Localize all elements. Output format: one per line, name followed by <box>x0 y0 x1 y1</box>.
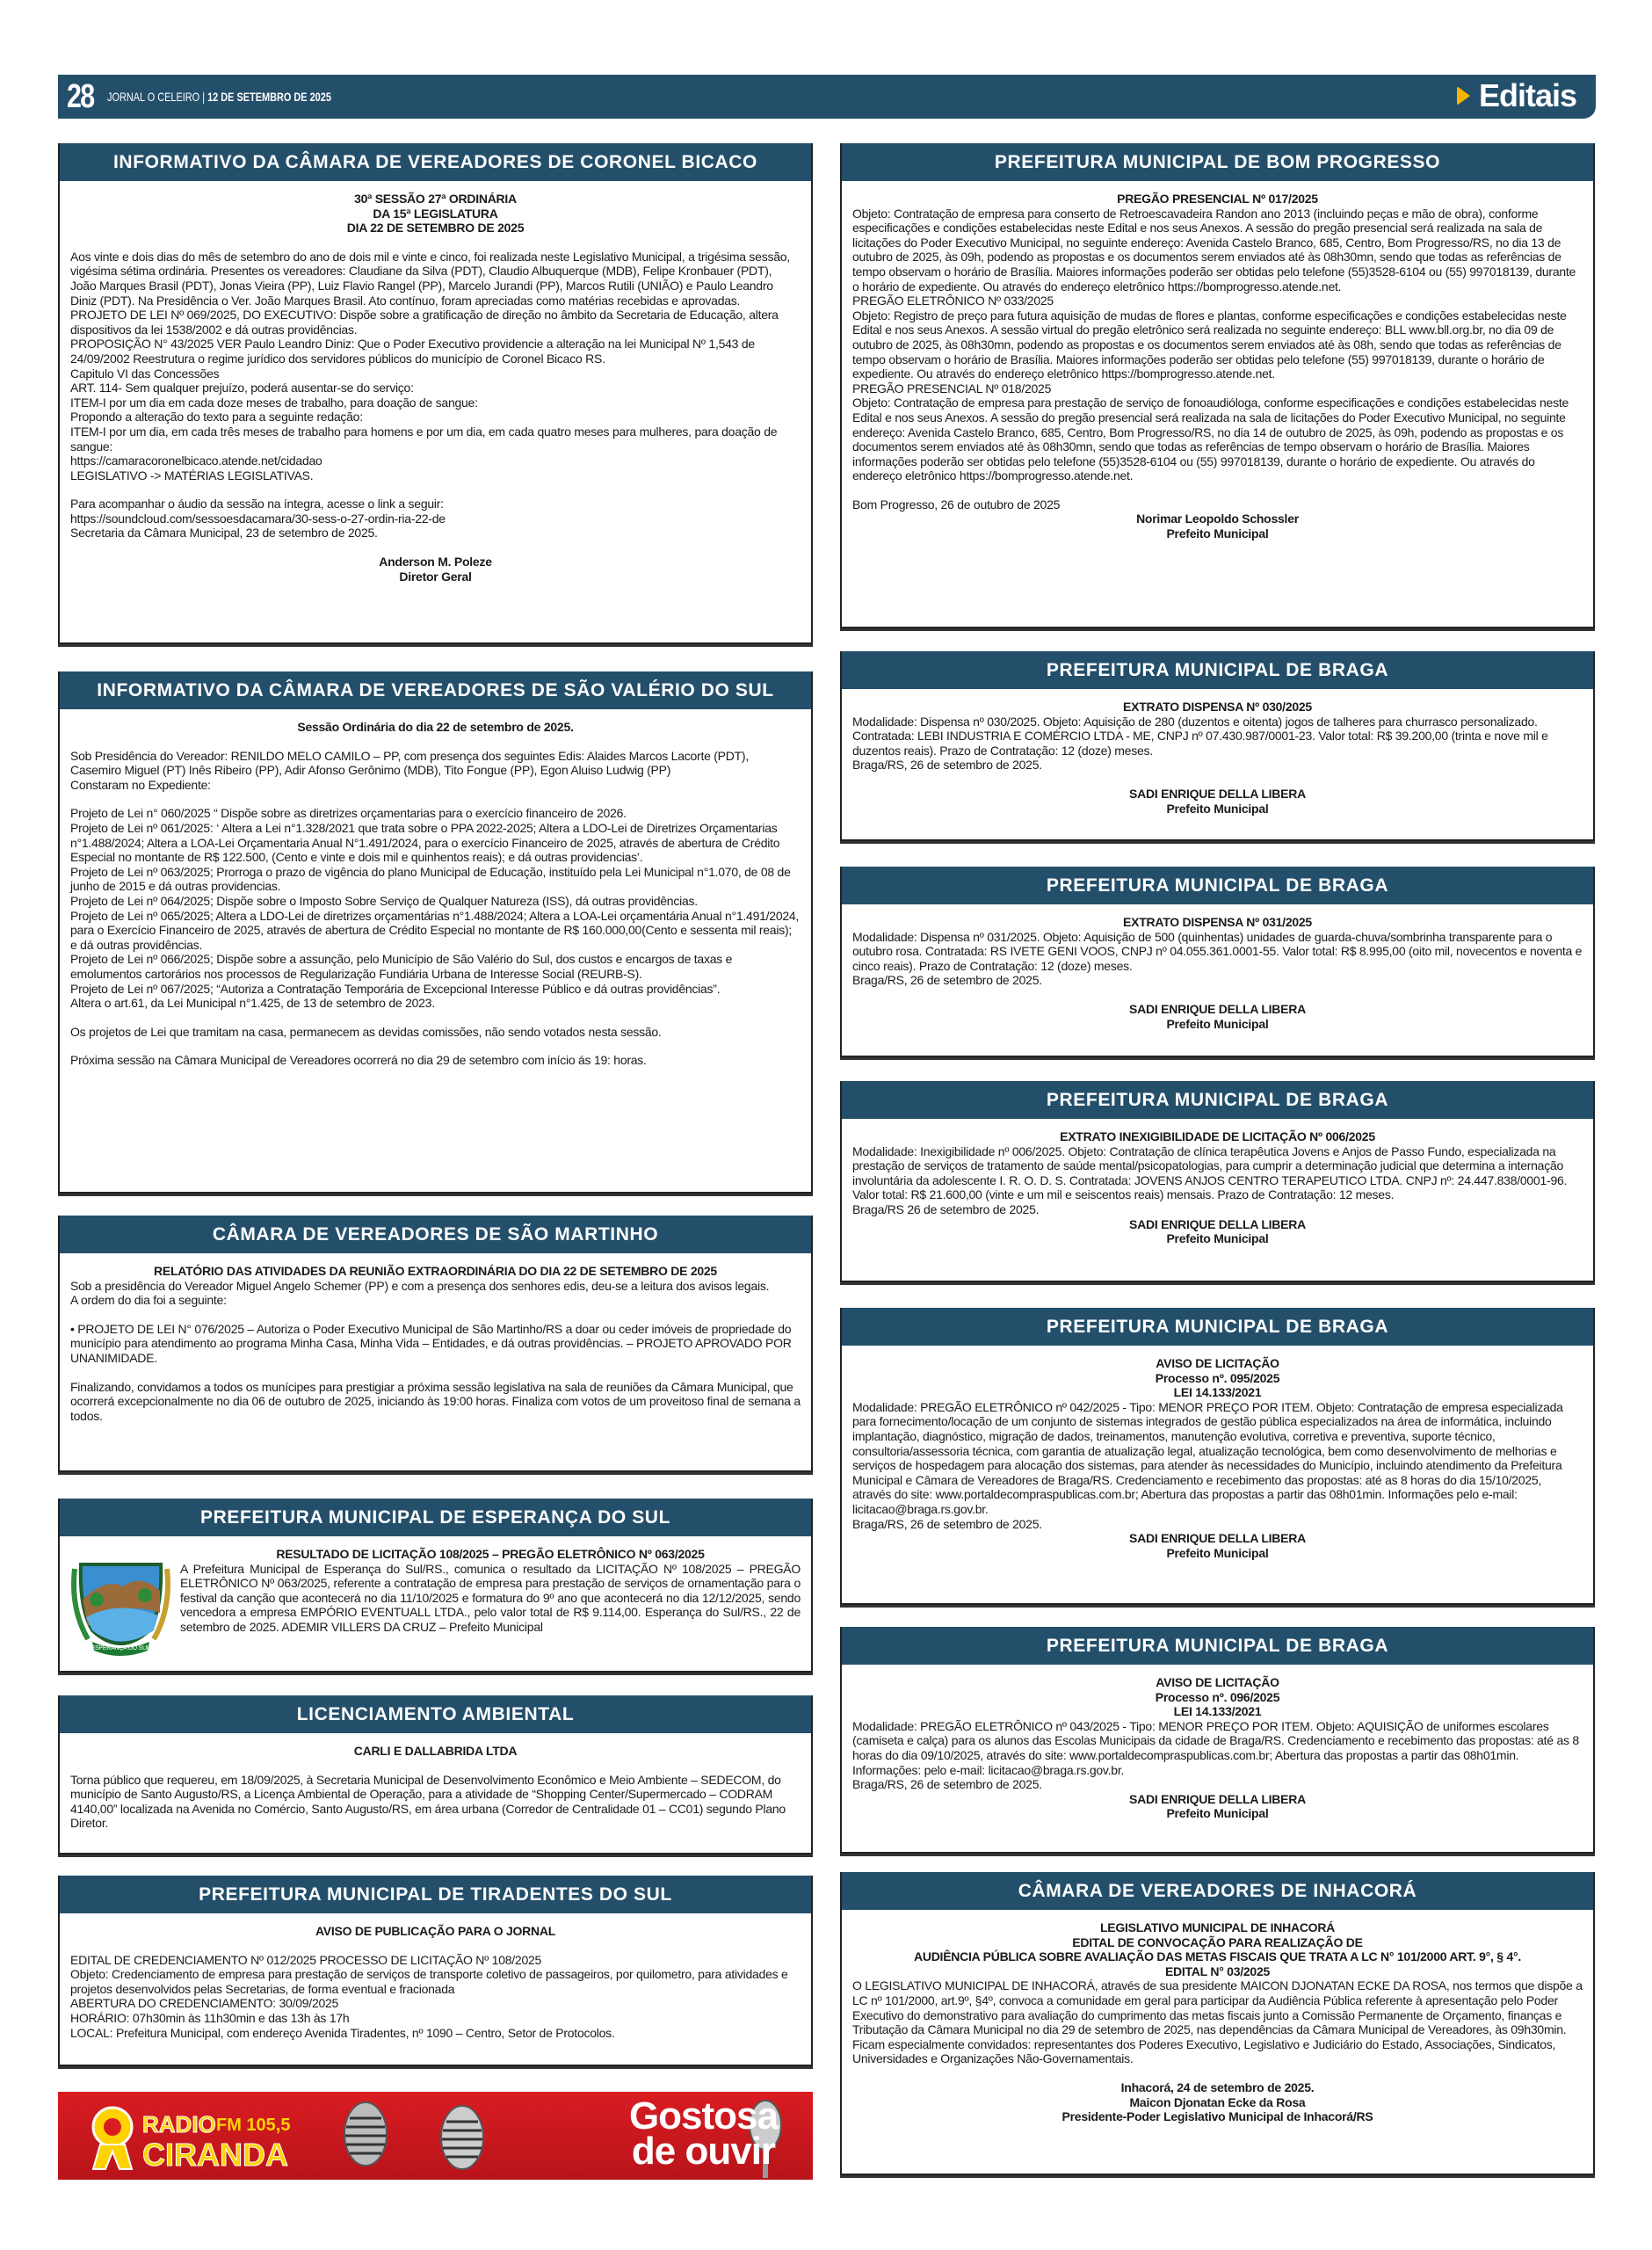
notice-title: PREFEITURA MUNICIPAL DE BRAGA <box>840 867 1595 904</box>
notice-paragraph: Projeto de Lei nº 063/2025; Prorroga o prazo de vigência do plano Municipal de Educação, instituído pela Lei Municipal n°1.070, de 08 de junho de 2015 e dá outras providencias. <box>70 864 791 894</box>
notice-paragraph: PROPOSIÇÃO N° 43/2025 VER Paulo Leandro Diniz: Que o Poder Executivo providencie a alteração na lei Municipal Nº 1,543 de 24/09/2002 Reestrutura o regime jurídico dos servidores públicos do município de Coronel Bicaco RS. <box>70 337 755 366</box>
notice-heading: RESULTADO DE LICITAÇÃO 108/2025 – PREGÃO ELETRÔNICO Nº 063/2025 <box>276 1547 705 1561</box>
notice-heading: EDITAL DE CONVOCAÇÃO PARA REALIZAÇÃO DE <box>1072 1934 1363 1949</box>
notice-heading: EXTRATO DISPENSA Nº 031/2025 <box>1123 915 1312 929</box>
notice-body <box>842 1665 1593 1828</box>
notice-title: PREFEITURA MUNICIPAL DE TIRADENTES DO SUL <box>58 1876 813 1913</box>
notice-paragraph: • PROJETO DE LEI N° 076/2025 – Autoriza o Poder Executivo Municipal de São Martinho/RS a doar ou ceder imóveis de propriedade do município para atendimento ao programa Minha Casa, Minha Vida – Entidades, e dá outras providências. – PROJETO APROVADO POR UNANIMIDADE. <box>70 1321 792 1365</box>
signature-line: Presidente-Poder Legislativo Municipal de Inhacorá/RS <box>1061 2109 1373 2124</box>
notice-paragraph: Modalidade: Dispensa nº 030/2025. Objeto: Aquisição de 280 (duzentos e oitenta) jogos de talheres para churrasco personalizado. Contratada: LEBI INDUSTRIA E COMÉRCIO LTDA - ME, CNPJ nº 07.430.987/0001-23. Valor total: R$ 39.200,00 (trinta e nove mil e duzentos reais). Prazo de Contratação: 12 (doze) meses. <box>852 714 1548 758</box>
notice-paragraph: A ordem do dia foi a seguinte: <box>70 1293 227 1308</box>
spacer <box>70 541 801 555</box>
spacer <box>852 483 1583 497</box>
notice-title: CÂMARA DE VEREADORES DE INHACORÁ <box>840 1872 1595 1910</box>
spacer <box>70 735 801 749</box>
spacer <box>852 2066 1583 2080</box>
notice-12 <box>840 1872 1595 2175</box>
notice-paragraph: LOCAL: Prefeitura Municipal, com endereço Avenida Tiradentes, nº 1090 – Centro, Setor de Protocolos. <box>70 2025 615 2040</box>
signature-line: Prefeito Municipal <box>1166 1231 1269 1246</box>
signature-line: Prefeito Municipal <box>1166 526 1269 541</box>
notice-heading: AVISO DE LICITAÇÃO <box>1156 1356 1279 1370</box>
notice-body <box>842 1910 1593 2131</box>
slogan-line-2: de ouvir <box>631 2130 776 2173</box>
notice-paragraph: ITEM-I por um dia em cada doze meses de trabalho, para doação de sangue: <box>70 395 478 410</box>
notice-paragraph: ITEM-I por um dia, em cada três meses de trabalho para homens e por um dia, em cada quatro meses para mulheres, para doação de sangue: <box>70 424 778 454</box>
notice-paragraph: Modalidade: Inexigibilidade nº 006/2025. Objeto: Contratação de clínica terapêutica Jovens e Anjos de Passo Fundo, especializada na prestação de serviços de tratamento de saúde mental/psicopatologias, para cumprir a determinação judicial que determina a internação involuntária da adolescente I. R. O. D. S. Contratada: JOVENS ANJOS CENTRO TERAPEUTICO LTDA. CNPJ nº: 24.447.838/0001-96. Valor total: R$ 21.600,00 (vinte e um mil e seiscentos reais) mensais. Prazo de Contratação: 12 meses. <box>852 1143 1568 1202</box>
radio-label: RADIO <box>142 2111 216 2138</box>
notice-title: CÂMARA DE VEREADORES DE SÃO MARTINHO <box>58 1216 813 1253</box>
notice-body <box>842 689 1593 823</box>
signature-line: SADI ENRIQUE DELLA LIBERA <box>1129 1531 1306 1546</box>
spacer <box>70 1366 801 1380</box>
notice-title: PREFEITURA MUNICIPAL DE BRAGA <box>840 651 1595 689</box>
notice-body <box>60 1913 811 2047</box>
frequency-label: FM 105,5 <box>216 2116 291 2135</box>
notice-paragraph: ART. 114- Sem qualquer prejuízo, poderá ausentar-se do serviço: <box>70 381 414 396</box>
spacer <box>852 988 1583 1002</box>
signature-line: Anderson M. Poleze <box>379 555 492 570</box>
notice-title: PREFEITURA MUNICIPAL DE BRAGA <box>840 1627 1595 1665</box>
notice-paragraph: HORÁRIO: 07h30min às 11h30min e das 13h às 17h <box>70 2010 350 2025</box>
notice-paragraph: O LEGISLATIVO MUNICIPAL DE INHACORÁ, através de sua presidente MAICON DJONATAN ECKE DA ROSA, nos termos que dispõe a LC nº 101/2000, art.9º, §4º, convoca a comunidade em geral para participar da Audiência Pública referente à apresentação pelo Poder Executivo do demonstrativo para avaliação do cumprimento das metas fiscais junto a Comissão Permanente de Orçamento, finanças e Tributação da Câmara Municipal no dia 29 de setembro de 2025, nas dependências da Câmara Municipal de Vereadores, às 09h30min. <box>852 1978 1583 2037</box>
notice-heading: CARLI E DALLABRIDA LTDA <box>353 1744 518 1758</box>
section-title: Editais <box>1478 77 1576 113</box>
notice-paragraph: Objeto: Contratação de empresa para conserto de Retroescavadeira Randon ano 2013 (incluindo peças e mão de obra), conforme especificações e condições estabelecidas neste Edital e nos seus Anexos. A sessão do pregão presencial será realizada na sala de licitações do Poder Executivo Municipal, no seguinte endereço: Avenida Castelo Branco, 685, Centro, Bom Progresso/RS, no dia 13 de outubro de 2025, às 09h, podendo as propostas e os documentos serem enviados até às 08h30mn, sendo que todas as referências de tempo observam o horário de Brasília. Maiores informações poderão ser obtidas pelo telefone (55)3528-6104 ou (55) 997018139, durante o horário de expediente. Ou através do endereço eletrônico https://bomprogresso.atende.net. <box>852 206 1576 294</box>
notice-10 <box>840 1308 1595 1605</box>
notice-heading: LEI 14.133/2021 <box>1173 1704 1262 1719</box>
notice-paragraph: Braga/RS 26 de setembro de 2025. <box>852 1201 1040 1216</box>
notice-paragraph: https://soundcloud.com/sessoesdacamara/30-sess-o-27-ordin-ria-22-de <box>70 511 446 526</box>
notice-title: PREFEITURA MUNICIPAL DE BOM PROGRESSO <box>840 143 1595 181</box>
notice-body <box>842 1119 1593 1253</box>
publication-line: JORNAL O CELEIRO | 12 DE SETEMBRO DE 2025 <box>107 90 331 104</box>
notice-body <box>60 1253 811 1430</box>
notice-paragraph: PREGÃO PRESENCIAL Nº 018/2025 <box>852 381 1052 396</box>
notice-paragraph: Projeto de Lei nº 064/2025; Dispõe sobre o Imposto Sobre Serviço de Qualquer Natureza (ISS), dá outras providências. <box>70 893 698 908</box>
publication-date: 12 DE SETEMBRO DE 2025 <box>207 90 331 104</box>
signature-line: SADI ENRIQUE DELLA LIBERA <box>1129 786 1306 801</box>
notice-paragraph: Capitulo VI das Concessões <box>70 366 220 381</box>
notice-8 <box>840 867 1595 1057</box>
radio-ciranda-logo <box>84 2101 304 2173</box>
notice-7 <box>840 651 1595 841</box>
notice-paragraph: EDITAL DE CREDENCIAMENTO Nº 012/2025 PROCESSO DE LICITAÇÃO Nº 108/2025 <box>70 1952 542 1967</box>
signature-line: SADI ENRIQUE DELLA LIBERA <box>1129 1216 1306 1231</box>
publication-name: JORNAL O CELEIRO <box>107 90 200 104</box>
notice-heading: DIA 22 DE SETEMBRO DE 2025 <box>346 221 525 236</box>
notice-9 <box>840 1081 1595 1282</box>
microphone-icon <box>436 2099 489 2178</box>
notice-paragraph: LEGISLATIVO -> MATÉRIAS LEGISLATIVAS. <box>70 468 314 483</box>
spacer <box>70 1039 801 1053</box>
notice-body <box>60 1536 811 1664</box>
notice-title: PREFEITURA MUNICIPAL DE BRAGA <box>840 1308 1595 1346</box>
svg-text:ESPERANÇA DO SUL: ESPERANÇA DO SUL <box>91 1645 150 1651</box>
notice-heading: PREGÃO PRESENCIAL Nº 017/2025 <box>1117 192 1318 206</box>
notice-heading: AVISO DE PUBLICAÇÃO PARA O JORNAL <box>315 1924 556 1938</box>
spacer <box>70 1939 801 1953</box>
signature-line: Norimar Leopoldo Schossler <box>1136 512 1299 526</box>
notice-5 <box>58 1876 813 2066</box>
notice-heading: DA 15ª LEGISLATURA <box>373 206 498 221</box>
notice-body <box>842 1346 1593 1567</box>
notice-paragraph: Torna público que requereu, em 18/09/2025, à Secretaria Municipal de Desenvolvimento Econômico e Meio Ambiente – SEDECOM, do município de Santo Augusto/RS, a Licença Ambiental de Operação, para a atividade de “Shopping Center/Supermercado – CODRAM 4140,00” localizada na Avenida no Comércio, Santo Augusto/RS, em área urbana (Corredor de Centralidade 01 – CC01) segundo Plano Diretor. <box>70 1772 786 1831</box>
slogan-line-1: Gostosa <box>628 2094 778 2138</box>
notice-paragraph: https://camaracoronelbicaco.atende.net/cidadao <box>70 454 322 468</box>
notice-title: INFORMATIVO DA CÂMARA DE VEREADORES DE CORONEL BICACO <box>58 143 813 181</box>
notice-paragraph: Bom Progresso, 26 de outubro de 2025 <box>852 497 1061 512</box>
page-header-bar <box>58 75 1596 119</box>
spacer <box>852 773 1583 787</box>
section-label <box>1457 77 1576 114</box>
notice-paragraph: PROJETO DE LEI Nº 069/2025, DO EXECUTIVO: Dispõe sobre a gratificação de direção no âmbito da Secretaria de Educação, altera dispositivos da lei 1538/2002 e dá outras providências. <box>70 308 779 337</box>
notice-heading: LEGISLATIVO MUNICIPAL DE INHACORÁ <box>1099 1920 1336 1934</box>
notice-11 <box>840 1627 1595 1854</box>
notice-title: LICENCIAMENTO AMBIENTAL <box>58 1695 813 1733</box>
notice-4 <box>58 1695 813 1854</box>
notice-paragraph: Projeto de Lei nº 061/2025: ‘ Altera a Lei n°1.328/2021 que trata sobre o PPA 2022-2025; Altera a LDO-Lei de Diretrizes Orçamentarias n°1.488/2024; Altera a LOA-Lei Orçamentaria Anual N°1.491/2024, para o exercício Financeiro de 2025, através de abertura de Crédito Especial no montante de R$ 122.500, (Cento e vinte e dois mil e quinhentos reais); e dá outras providencias’. <box>70 820 780 865</box>
spacer <box>70 1308 801 1322</box>
notice-body <box>842 904 1593 1038</box>
spacer <box>70 1759 801 1773</box>
notice-paragraph: Objeto: Registro de preço para futura aquisição de mudas de flores e plantas, conforme especificações e condições estabelecidas neste Edital e nos seus Anexos. A sessão virtual do pregão eletrônico será realizada no seguinte endereço: BLL www.bll.org.br, no dia 09 de outubro de 2025, às 08h30mn, podendo as propostas e os documentos serem enviados até às 08h, sendo que todas as referências de tempo observam o horário de Brasília. Maiores informações poderão ser obtidas pelo telefone (55) 997018139, durante o horário de expediente. Ou através do endereço eletrônico https://bomprogresso.atende.net. <box>852 308 1567 381</box>
notice-heading: AVISO DE LICITAÇÃO <box>1156 1675 1279 1689</box>
notice-heading: Processo nº. 095/2025 <box>1155 1370 1280 1385</box>
notice-paragraph: Sob a presidência do Vereador Miguel Angelo Schemer (PP) e com a presença dos senhores edis, deu-se a leitura dos avisos legais. <box>70 1278 770 1293</box>
notice-heading: LEI 14.133/2021 <box>1173 1385 1262 1400</box>
notice-paragraph: Objeto: Credenciamento de empresa para prestação de serviços de transporte coletivo de passageiros, por quilometro, para atividades e projetos desenvolvidos pelas Secretarias, de forma eventual e fracionada <box>70 1967 788 1996</box>
notice-heading: EXTRATO INEXIGIBILIDADE DE LICITAÇÃO Nº 006/2025 <box>1060 1129 1375 1143</box>
signature-line: Maicon Djonatan Ecke da Rosa <box>1129 2094 1306 2109</box>
notice-paragraph: A Prefeitura Municipal de Esperança do Sul/RS., comunica o resultado da LICITAÇÃO Nº 108/2025 – PREGÃO ELETRÔNICO Nº 063/2025, referente a contratação de empresa para prestação de serviços de ornamentação para o festival da canção que acontecerá no dia 11/10/2025 e formatura do 9º ano que acontecerá no dia 12/12/2025, sendo vencedora a empresa EMPÓRIO EVENTUALL LTDA., pelo valor total de R$ 9.114,00. Esperança do Sul/RS., 22 de setembro de 2025. ADEMIR VILLERS DA CRUZ – Prefeito Municipal <box>180 1561 801 1634</box>
notice-paragraph: Os projetos de Lei que tramitam na casa, permanecem as devidas comissões, não sendo votados nesta sessão. <box>70 1024 662 1039</box>
notice-paragraph: Braga/RS, 26 de setembro de 2025. <box>852 973 1042 988</box>
notice-paragraph: Altera o art.61, da Lei Municipal n°1.425, de 13 de setembro de 2023. <box>70 996 435 1011</box>
notice-paragraph: Finalizando, convidamos a todos os munícipes para prestigiar a próxima sessão legislativa na sala de reuniões da Câmara Municipal, que ocorrerá excepcionalmente no dia 06 de outubro de 2025, iniciando às 19:00 horas. Finaliza com votos de um proveitoso final de semana a todos. <box>70 1379 801 1423</box>
notice-paragraph: Próxima sessão na Câmara Municipal de Vereadores ocorrerá no dia 29 de setembro com início ás 19: horas. <box>70 1053 647 1068</box>
notice-heading: AUDIÊNCIA PÚBLICA SOBRE AVALIAÇÃO DAS METAS FISCAIS QUE TRATA A LC N° 101/2000 ART. 9°, § 4°. <box>913 1949 1522 1964</box>
notice-1 <box>58 671 813 1194</box>
coat-of-arms-logo <box>70 1547 171 1657</box>
notice-paragraph: Aos vinte e dois dias do mês de setembro do ano de dois mil e vinte e cinco, foi realizada neste Legislativo Municipal, a trigésima sessão, vigésima sétima ordinária. Presentes os vereadores: Claudiane da Silva (PDT), Claudio Albuquerque (MDB), Felipe Kronbauer (PDT), João Marques Brasil (PDT), Jonas Vieira (PP), Luiz Flavio Rangel (PP), Marcelo Jurandi (PP), Marcos Rutili (UNIÃO) e Paulo Leandro Diniz (PDT). Na Presidência o Ver. João Marques Brasil. Ato contínuo, foram apreciadas como matérias recebidas e aprovadas. <box>70 249 790 308</box>
signature-line: Prefeito Municipal <box>1166 1016 1269 1031</box>
notice-paragraph: ABERTURA DO CREDENCIAMENTO: 30/09/2025 <box>70 1996 339 2011</box>
notice-heading: Processo nº. 096/2025 <box>1155 1689 1280 1704</box>
notice-2 <box>58 1216 813 1472</box>
notice-paragraph: Sob Presidência do Vereador: RENILDO MELO CAMILO – PP, com presença dos seguintes Edis: Alaides Marcos Lacorte (PDT), Casemiro Miguel (PT) Inês Ribeiro (PP), Adir Afonso Gerônimo (MDB), Tito Fongue (PP), Egon Aluiso Ludwig (PP) <box>70 748 749 778</box>
notice-heading: RELATÓRIO DAS ATIVIDADES DA REUNIÃO EXTRAORDINÁRIA DO DIA 22 DE SETEMBRO DE 2025 <box>154 1264 717 1278</box>
spacer <box>70 236 801 250</box>
signature-line: Prefeito Municipal <box>1166 1545 1269 1560</box>
notice-title: PREFEITURA MUNICIPAL DE ESPERANÇA DO SUL <box>58 1499 813 1536</box>
notice-body <box>60 1733 811 1838</box>
notice-heading: EXTRATO DISPENSA Nº 030/2025 <box>1123 700 1312 714</box>
notice-6 <box>840 143 1595 628</box>
notice-body <box>60 181 811 591</box>
signature-line: Prefeito Municipal <box>1166 1806 1269 1821</box>
notice-paragraph: Propondo a alteração do texto para a seguinte redação: <box>70 410 363 425</box>
notice-3 <box>58 1499 813 1673</box>
notice-title: INFORMATIVO DA CÂMARA DE VEREADORES DE SÃO VALÉRIO DO SUL <box>58 671 813 709</box>
spacer <box>70 792 801 806</box>
signature-line: Prefeito Municipal <box>1166 801 1269 816</box>
notice-paragraph: Modalidade: PREGÃO ELETRÔNICO nº 042/2025 - Tipo: MENOR PREÇO POR ITEM. Objeto: Contratação de empresa especializada para fornecimento/locação de um conjunto de sistemas integrados de gestão pública especializados na área de informática, incluindo implantação, diagnóstico, migração de dados, treinamentos, manutenção evolutiva, corretiva e preventiva, suporte técnico, consultoria/assessoria técnica, com garantia de atualização legal, atualização tecnológica, bem como desenvolvimento de melhorias e serviços de hospedagem para alocação dos sistemas, para atender às necessidades do Município, incluindo atendimento da Prefeitura Municipal e Câmara de Vereadores de Braga/RS. Credenciamento e recebimento das propostas: até as 8 horas do dia 15/10/2025, através do site: www.portaldecompraspublicas.com.br; Abertura das propostas a partir das 08h01min. Informações pelo e-mail: licitacao@braga.rs.gov.br. <box>852 1399 1563 1516</box>
notice-heading: EDITAL N° 03/2025 <box>1164 1963 1271 1978</box>
notice-paragraph: Braga/RS, 26 de setembro de 2025. <box>852 1777 1042 1792</box>
notice-body <box>60 709 811 1075</box>
signature-line: Diretor Geral <box>399 569 472 584</box>
page-number: 28 <box>67 78 94 115</box>
notice-paragraph: Objeto: Contratação de empresa para prestação de serviço de fonoaudióloga, conforme especificações e condições estabelecidas neste Edital e nos seus Anexos. A sessão do pregão presencial será realizada na sala de licitações do Poder Executivo Municipal, no seguinte endereço: Avenida Castelo Branco, 685, Centro, Bom Progresso/RS, no dia 14 de outubro de 2025, às 09h, podendo as propostas e os documentos serem enviados até às 08h30mn, sendo que todas as referências de tempo observam o horário de Brasília. Maiores informações poderão ser obtidas pelo telefone (55)3528-6104 ou (55) 997018139, durante o horário de expediente. Ou através do endereço eletrônico https://bomprogresso.atende.net. <box>852 396 1569 483</box>
arrow-icon <box>1457 86 1470 105</box>
notice-text <box>180 1547 801 1657</box>
notice-body <box>842 181 1593 548</box>
radio-ciranda-advertisement <box>58 2092 813 2180</box>
notice-paragraph: Secretaria da Câmara Municipal, 23 de setembro de 2025. <box>70 526 378 541</box>
ad-slogan <box>628 2094 778 2173</box>
notice-paragraph: PREGÃO ELETRÔNICO Nº 033/2025 <box>852 294 1054 308</box>
notice-title: PREFEITURA MUNICIPAL DE BRAGA <box>840 1081 1595 1119</box>
notice-heading: Sessão Ordinária do dia 22 de setembro de 2025. <box>297 720 574 734</box>
microphone-icon <box>339 2099 392 2178</box>
signature-line: Inhacorá, 24 de setembro de 2025. <box>1120 2079 1315 2094</box>
notice-paragraph: Projeto de Lei nº 067/2025; “Autoriza a Contratação Temporária de Excepcional Interesse Público e dá outras providências”. <box>70 981 721 996</box>
notice-paragraph: Braga/RS, 26 de setembro de 2025. <box>852 1516 1042 1531</box>
notice-paragraph: Projeto de Lei n° 060/2025 “ Dispõe sobre as diretrizes orçamentarias para o exercício financeiro de 2026. <box>70 806 627 821</box>
signature-line: SADI ENRIQUE DELLA LIBERA <box>1129 1001 1306 1016</box>
notice-0 <box>58 143 813 644</box>
signature-line: SADI ENRIQUE DELLA LIBERA <box>1129 1791 1306 1806</box>
spacer <box>70 483 801 497</box>
notice-paragraph: Constaram no Expediente: <box>70 777 211 792</box>
notice-heading: 30ª SESSÃO 27ª ORDINÁRIA <box>354 192 517 206</box>
notice-paragraph: Projeto de Lei nº 066/2025; Dispõe sobre a assunção, pelo Município de São Valério do Sul, dos custos e encargos de taxas e emolumentos cartorários nos processos de Regularização Fundiária Urbana de Interesse Social (REURB-S). <box>70 952 733 981</box>
spacer <box>70 1011 801 1025</box>
notice-paragraph: Ficam especialmente convidados: representantes dos Poderes Executivo, Legislativo e Judiciário do Estado, Associações, Sindicatos, Universidades e Organizações Não-Governamentais. <box>852 2036 1556 2066</box>
ciranda-label: CIRANDA <box>142 2137 288 2173</box>
notice-paragraph: Braga/RS, 26 de setembro de 2025. <box>852 758 1042 773</box>
notice-paragraph: Modalidade: Dispensa nº 031/2025. Objeto: Aquisição de 500 (quinhentas) unidades de guarda-chuva/sombrinha transparente para o outubro rosa. Contratada: RS IVETE GENI VOOS, CNPJ nº 04.055.361.0001-55. Valor total: R$ 8.995,00 (oito mil, novecentos e noventa e cinco reais). Prazo de Contratação: 12 (doze) meses. <box>852 929 1583 973</box>
notice-paragraph: Projeto de Lei nº 065/2025; Altera a LDO-Lei de diretrizes orçamentárias n°1.488/2024; Altera a LOA-Lei orçamentária Anual n°1.491/2024, para o Exercício Financeiro de 2025, através de abertura de Crédito Especial no montante de R$ 160.000,00(Cento e sessenta mil reais); e dá outras providências. <box>70 908 800 952</box>
notice-paragraph: Para acompanhar o áudio da sessão na íntegra, acesse o link a seguir: <box>70 497 444 512</box>
notice-paragraph: Modalidade: PREGÃO ELETRÔNICO nº 043/2025 - Tipo: MENOR PREÇO POR ITEM. Objeto: AQUISIÇÃO de uniformes escolares (camiseta e calça) para os alunos das Escolas Municipais da cidade de Braga/RS. Credenciamento e recebimento das propostas: até as 8 horas do dia 09/10/2025, através do site: www.portaldecompraspublicas.com.br; Abertura das propostas a partir das 08h01min. Informações: pelo e-mail: licitacao@braga.rs.gov.br. <box>852 1718 1579 1777</box>
